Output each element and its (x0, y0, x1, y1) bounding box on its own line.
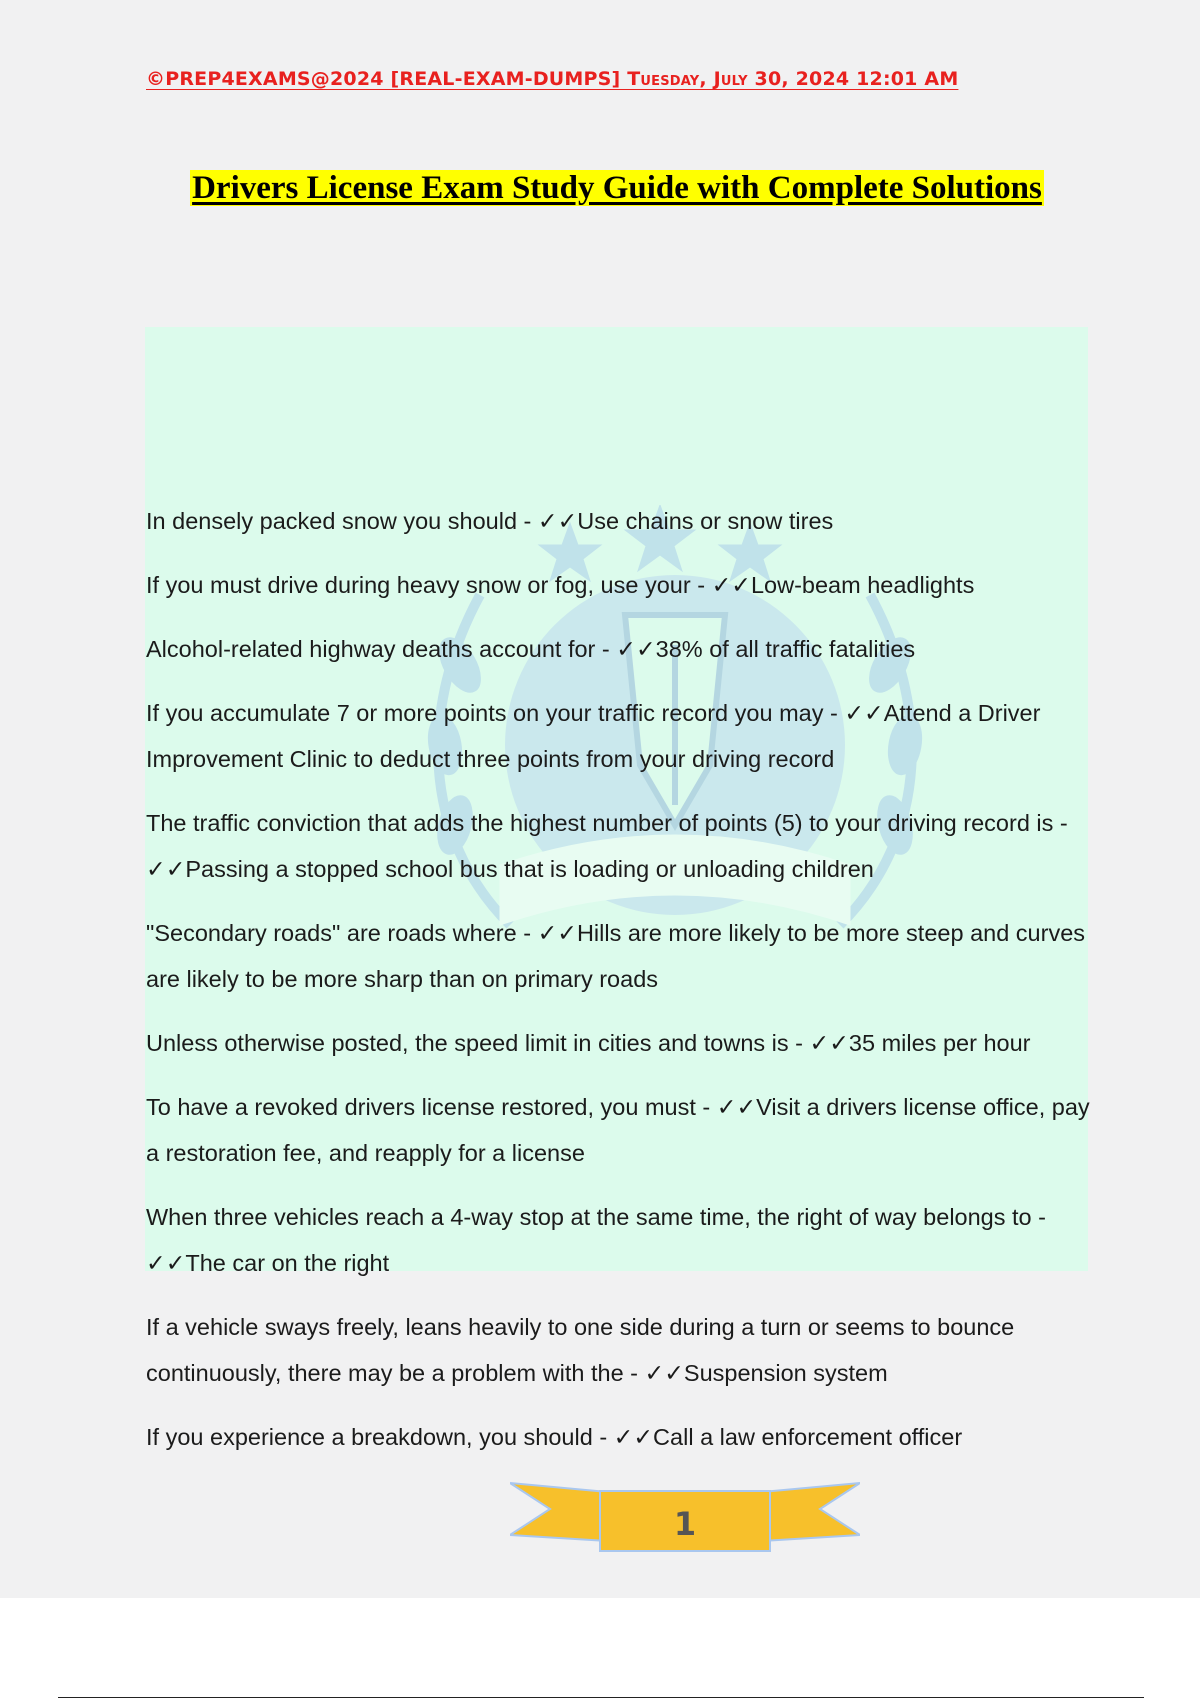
question-answer-list (146, 498, 1091, 1460)
page-number: 1 (673, 1505, 697, 1543)
qa-item: Unless otherwise posted, the speed limit in cities and towns is - ✓✓35 miles per hour (146, 1030, 1031, 1056)
qa-item: When three vehicles reach a 4-way stop at the same time, the right of way belongs to - ✓✓The car on the right (146, 1204, 1046, 1276)
qa-item: If you accumulate 7 or more points on your traffic record you may - ✓✓Attend a Driver Improvement Clinic to deduct three points from your driving record (146, 700, 1041, 772)
qa-item: "Secondary roads" are roads where - ✓✓Hills are more likely to be more steep and curves are likely to be more sharp than on primary roads (146, 920, 1086, 992)
qa-item: To have a revoked drivers license restored, you must - ✓✓Visit a drivers license office, pay a restoration fee, and reapply for a license (146, 1094, 1090, 1166)
document-title (0, 170, 1200, 207)
qa-item: If you experience a breakdown, you should - ✓✓Call a law enforcement officer (146, 1424, 963, 1450)
footer-divider (58, 1697, 1144, 1698)
header-copyright-line: ©PREP4EXAMS@2024 [REAL-EXAM-DUMPS] Tuesday, July 30, 2024 12:01 AM (146, 68, 959, 90)
qa-item: Alcohol-related highway deaths account for - ✓✓38% of all traffic fatalities (146, 636, 916, 662)
qa-item: If you must drive during heavy snow or fog, use your - ✓✓Low-beam headlights (146, 572, 975, 598)
qa-item: The traffic conviction that adds the highest number of points (5) to your driving record is - ✓✓Passing a stopped school bus that is loading or unloading children (146, 810, 1068, 882)
qa-item: In densely packed snow you should - ✓✓Use chains or snow tires (146, 508, 834, 534)
document-title-text: Drivers License Exam Study Guide with Complete Solutions (192, 170, 1042, 206)
qa-item: If a vehicle sways freely, leans heavily to one side during a turn or seems to bounce continuously, there may be a problem with the - ✓✓Suspension system (146, 1314, 1015, 1386)
